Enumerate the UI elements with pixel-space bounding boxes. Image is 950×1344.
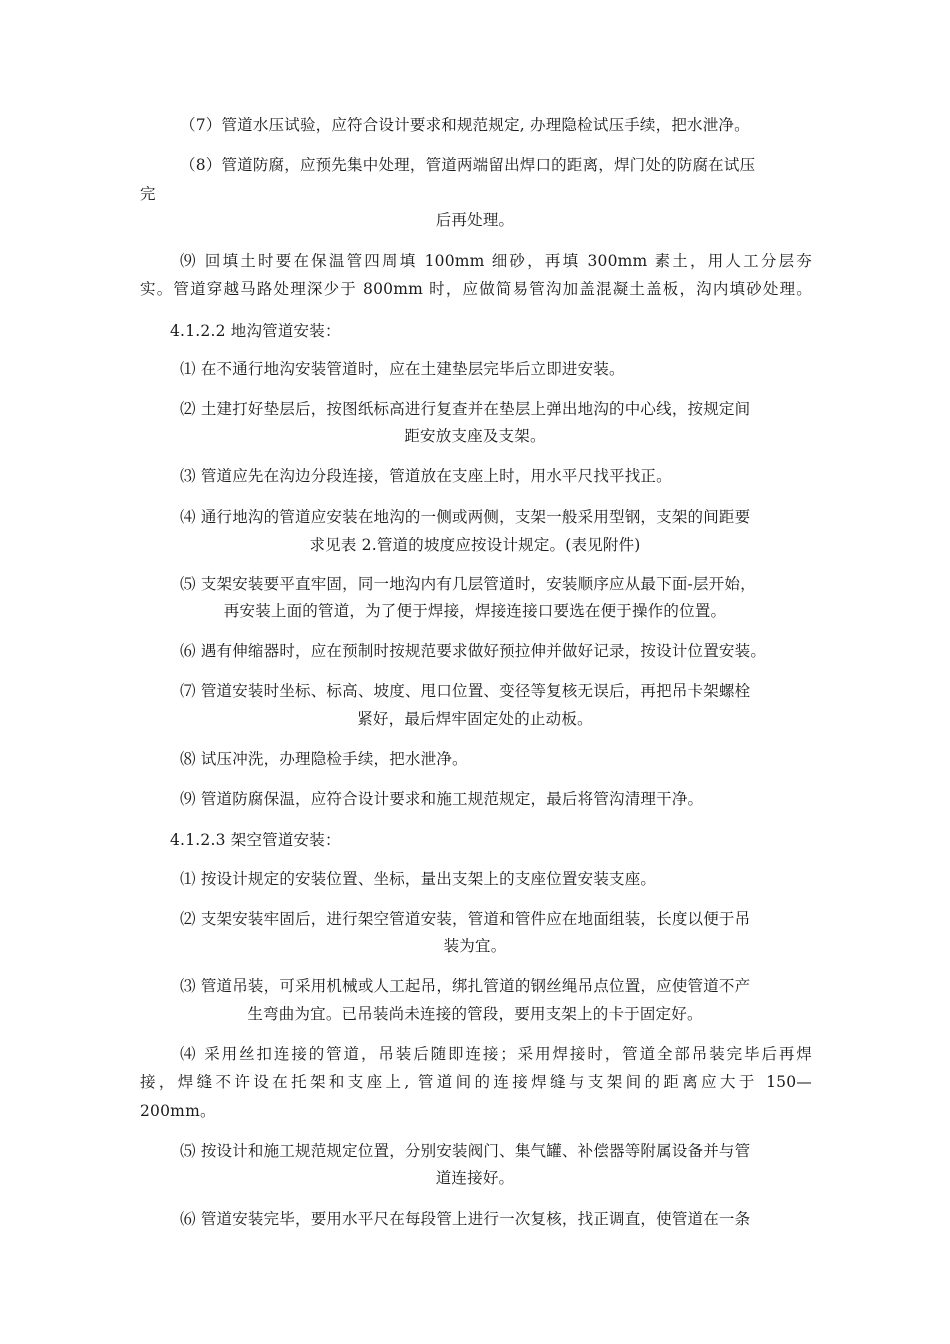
text-line: ⑷ 通行地沟的管道应安装在地沟的一侧或两侧，支架一般采用型钢，支架的间距要 (180, 508, 751, 526)
item-9 (180, 789, 703, 809)
text-line: （8）管道防腐，应预先集中处理，管道两端留出焊口的距离，焊门处的防腐在试压 (180, 156, 756, 174)
text-line: 200mm。 (140, 1102, 216, 1120)
overhead-item-4-line-3 (140, 1101, 216, 1121)
text-line: ⑼ 管道防腐保温，应符合设计要求和施工规范规定，最后将管沟清理干净。 (180, 790, 704, 808)
text-line: ⑸ 按设计和施工规范规定位置，分别安装阀门、集气罐、补偿器等附属设备并与管 (180, 1142, 751, 1160)
paragraph-8-line-1 (180, 155, 755, 175)
overhead-item-5-line-2 (0, 1168, 950, 1188)
text-line: 距安放支座及支架。 (404, 427, 546, 445)
item-7-line-1 (180, 681, 750, 701)
text-line: ⑴ 按设计规定的安装位置、坐标，量出支架上的支座位置安装支座。 (180, 870, 657, 888)
overhead-item-3-line-2 (0, 1004, 950, 1024)
item-2-line-1 (180, 399, 750, 419)
section-heading-4-1-2-3 (170, 830, 341, 850)
text-line: ⑵ 土建打好垫层后，按图纸标高进行复查并在垫层上弹出地沟的中心线，按规定间 (180, 400, 751, 418)
text-line: ⑶ 管道吊装，可采用机械或人工起吊，绑扎管道的钢丝绳吊点位置，应使管道不产 (180, 977, 751, 995)
item-7-line-2 (0, 709, 950, 729)
text-line: 装为宜。 (443, 937, 507, 955)
text-line: 再安装上面的管道，为了便于焊接，焊接连接口要选在便于操作的位置。 (223, 602, 727, 620)
item-2-line-2 (0, 426, 950, 446)
paragraph-8-line-3 (0, 210, 950, 230)
overhead-item-2-line-1 (180, 909, 750, 929)
item-1 (180, 359, 625, 379)
item-5-line-1 (180, 574, 756, 594)
text-line: ⑻ 试压冲洗，办理隐检手续，把水泄净。 (180, 750, 468, 768)
paragraph-9-line-1 (140, 251, 812, 271)
paragraph-7-line (180, 115, 750, 135)
overhead-item-5-line-1 (180, 1141, 750, 1161)
item-5-line-2 (0, 601, 950, 621)
overhead-item-4-line-1 (140, 1044, 812, 1064)
text-line: ⑹ 遇有伸缩器时，应在预制时按规范要求做好预拉伸并做好记录，按设计位置安装。 (180, 642, 767, 660)
text-line: 生弯曲为宜。已吊装尚未连接的管段，要用支架上的卡于固定好。 (247, 1005, 703, 1023)
section-heading: 4.1.2.3 架空管道安装： (170, 831, 341, 849)
item-6 (180, 641, 766, 661)
text-line: 接，焊缝不许设在托架和支座上, 管道间的连接焊缝与支架间的距离应大于 150— (140, 1073, 812, 1091)
text-line: ⑴ 在不通行地沟安装管道时，应在土建垫层完毕后立即进安装。 (180, 360, 625, 378)
text-line: ⑵ 支架安装牢固后，进行架空管道安装，管道和管件应在地面组装，长度以便于吊 (180, 910, 751, 928)
text-line: ⑺ 管道安装时坐标、标高、坡度、甩口位置、变径等复核无误后，再把吊卡架螺栓 (180, 682, 751, 700)
text-line: 道连接好。 (435, 1169, 515, 1187)
item-3 (180, 466, 672, 486)
item-4-line-2 (0, 535, 950, 555)
paragraph-8-line-2 (140, 184, 156, 204)
text-line: 完 (140, 185, 156, 203)
text-line: ⑶ 管道应先在沟边分段连接，管道放在支座上时，用水平尺找平找正。 (180, 467, 672, 485)
overhead-item-4-line-2 (140, 1072, 812, 1092)
text-line: 实。管道穿越马路处理深少于 800mm 时，应做简易管沟加盖混凝土盖板，沟内填砂处理。 (140, 280, 812, 298)
section-heading: 4.1.2.2 地沟管道安装： (170, 322, 341, 340)
paragraph-9-line-2 (140, 279, 812, 299)
text-line: ⑼ 回填土时要在保温管四周填 100mm 细砂，再填 300mm 素土，用人工分层夯 (180, 252, 812, 270)
text-line: 紧好，最后焊牢固定处的止动板。 (357, 710, 593, 728)
item-8 (180, 749, 468, 769)
text-line: 后再处理。 (435, 211, 515, 229)
text-line: 求见表 2.管道的坡度应按设计规定。(表见附件) (309, 536, 641, 554)
text-line: ⑷ 采用丝扣连接的管道，吊装后随即连接；采用焊接时，管道全部吊装完毕后再焊 (180, 1045, 812, 1063)
section-heading-4-1-2-2 (170, 321, 341, 341)
overhead-item-1 (180, 869, 656, 889)
item-4-line-1 (180, 507, 750, 527)
text-line: ⑹ 管道安装完毕，要用水平尺在每段管上进行一次复核，找正调直，使管道在一条 (180, 1210, 751, 1228)
text-line: ⑸ 支架安装要平直牢固，同一地沟内有几层管道时，安装顺序应从最下面-层开始， (180, 575, 756, 593)
overhead-item-2-line-2 (0, 936, 950, 956)
text-line: （7）管道水压试验，应符合设计要求和规范规定, 办理隐检试压手续，把水泄净。 (180, 116, 750, 134)
overhead-item-6-line-1 (180, 1209, 750, 1229)
overhead-item-3-line-1 (180, 976, 750, 996)
